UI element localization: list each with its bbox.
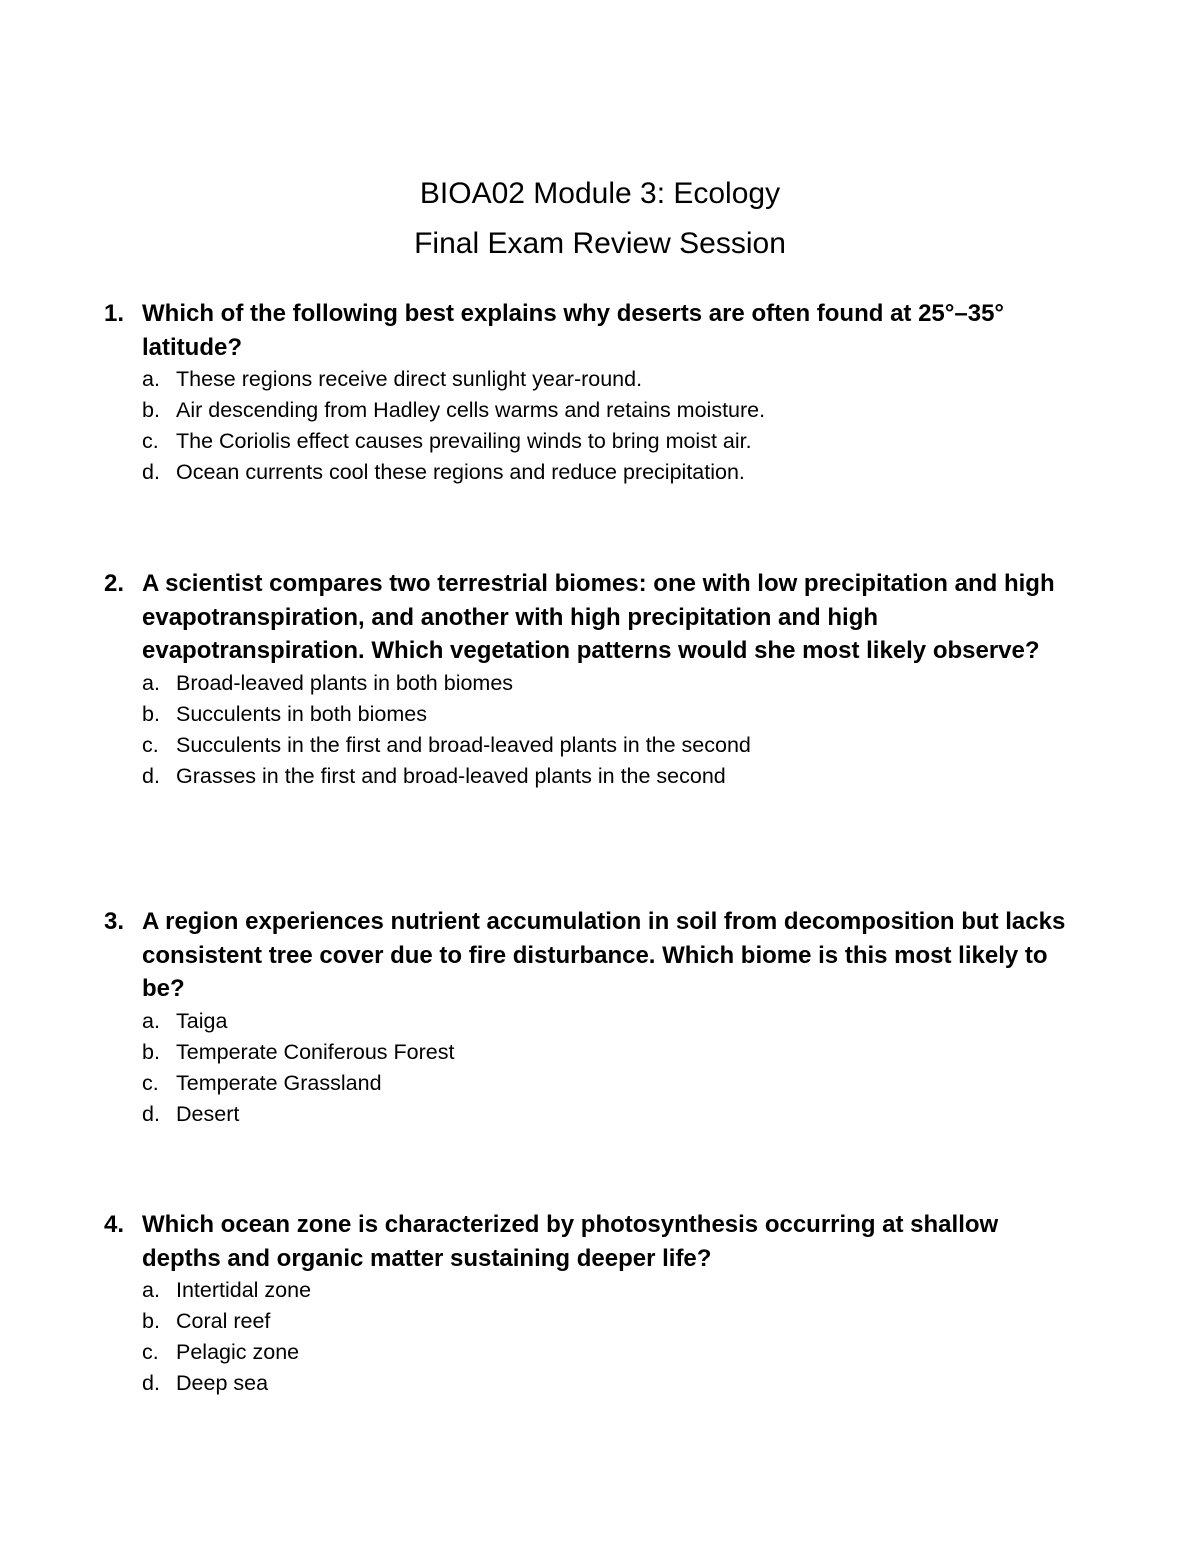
question-3 bbox=[0, 905, 1200, 1130]
question-number: 3. bbox=[104, 908, 125, 935]
document-title: BIOA02 Module 3: Ecology bbox=[419, 177, 781, 210]
option-letter: a. bbox=[142, 367, 160, 391]
option-d bbox=[0, 1099, 1200, 1130]
option-text: Deep sea bbox=[176, 1371, 269, 1395]
option-list bbox=[0, 1006, 1200, 1130]
option-d bbox=[0, 1368, 1200, 1399]
option-letter: b. bbox=[142, 1039, 160, 1064]
option-b bbox=[0, 699, 1200, 730]
option-b bbox=[0, 1037, 1200, 1068]
option-d bbox=[0, 761, 1200, 792]
option-text: Temperate Grassland bbox=[176, 1070, 382, 1095]
option-letter: a. bbox=[142, 1008, 160, 1033]
option-a bbox=[0, 364, 1200, 395]
question-2 bbox=[0, 567, 1200, 792]
option-list bbox=[0, 1275, 1200, 1399]
option-letter: c. bbox=[142, 732, 159, 757]
question-number: 1. bbox=[104, 300, 125, 327]
option-letter: d. bbox=[142, 763, 160, 788]
option-letter: c. bbox=[142, 1340, 159, 1364]
question-prompt bbox=[0, 905, 1200, 1006]
question-text: A region experiences nutrient accumulation in soil from decomposition but lacks consistent tree cover due to fire disturbance. Which biome is this most likely to be? bbox=[142, 908, 1066, 1002]
question-prompt bbox=[0, 297, 1200, 364]
option-a bbox=[0, 668, 1200, 699]
option-c bbox=[0, 1068, 1200, 1099]
document-subtitle: Final Exam Review Session bbox=[414, 227, 786, 260]
option-letter: d. bbox=[142, 1101, 160, 1126]
option-text: Ocean currents cool these regions and reduce precipitation. bbox=[176, 460, 745, 484]
option-text: Intertidal zone bbox=[176, 1278, 312, 1302]
option-letter: a. bbox=[142, 670, 160, 695]
option-text: Temperate Coniferous Forest bbox=[176, 1039, 455, 1064]
question-number: 4. bbox=[104, 1211, 125, 1238]
option-letter: a. bbox=[142, 1278, 160, 1302]
option-text: Desert bbox=[176, 1101, 240, 1126]
option-text: These regions receive direct sunlight year-round. bbox=[176, 367, 643, 391]
option-letter: d. bbox=[142, 1371, 160, 1395]
option-a bbox=[0, 1006, 1200, 1037]
option-a bbox=[0, 1275, 1200, 1306]
question-4 bbox=[0, 1208, 1200, 1399]
question-text: A scientist compares two terrestrial biomes: one with low precipitation and high evapotranspiration, and another with high precipitation and high evapotranspiration. Which vegetation patterns would she most likely observe? bbox=[142, 570, 1055, 664]
option-list bbox=[0, 668, 1200, 792]
option-b bbox=[0, 395, 1200, 426]
option-text: Succulents in both biomes bbox=[176, 701, 427, 726]
option-text: Pelagic zone bbox=[176, 1340, 300, 1364]
question-number: 2. bbox=[104, 570, 125, 597]
option-b bbox=[0, 1306, 1200, 1337]
option-letter: c. bbox=[142, 1070, 159, 1095]
question-prompt bbox=[0, 1208, 1200, 1275]
option-c bbox=[0, 1337, 1200, 1368]
option-letter: b. bbox=[142, 701, 160, 726]
question-1 bbox=[0, 297, 1200, 488]
option-letter: d. bbox=[142, 460, 160, 484]
option-letter: b. bbox=[142, 1309, 160, 1333]
option-letter: c. bbox=[142, 429, 159, 453]
question-text: Which ocean zone is characterized by photosynthesis occurring at shallow depths and organic matter sustaining deeper life? bbox=[142, 1211, 999, 1272]
option-d bbox=[0, 457, 1200, 488]
option-c bbox=[0, 426, 1200, 457]
option-c bbox=[0, 730, 1200, 761]
option-text: Succulents in the first and broad-leaved plants in the second bbox=[176, 732, 751, 757]
question-text: Which of the following best explains why deserts are often found at 25°–35° latitude? bbox=[142, 300, 1005, 361]
option-text: Taiga bbox=[176, 1008, 228, 1033]
option-list bbox=[0, 364, 1200, 488]
question-prompt bbox=[0, 567, 1200, 668]
option-text: Broad-leaved plants in both biomes bbox=[176, 670, 514, 695]
option-text: The Coriolis effect causes prevailing winds to bring moist air. bbox=[176, 429, 752, 453]
option-text: Air descending from Hadley cells warms and retains moisture. bbox=[176, 398, 766, 422]
option-text: Coral reef bbox=[176, 1309, 271, 1333]
option-letter: b. bbox=[142, 398, 160, 422]
option-text: Grasses in the first and broad-leaved plants in the second bbox=[176, 763, 726, 788]
